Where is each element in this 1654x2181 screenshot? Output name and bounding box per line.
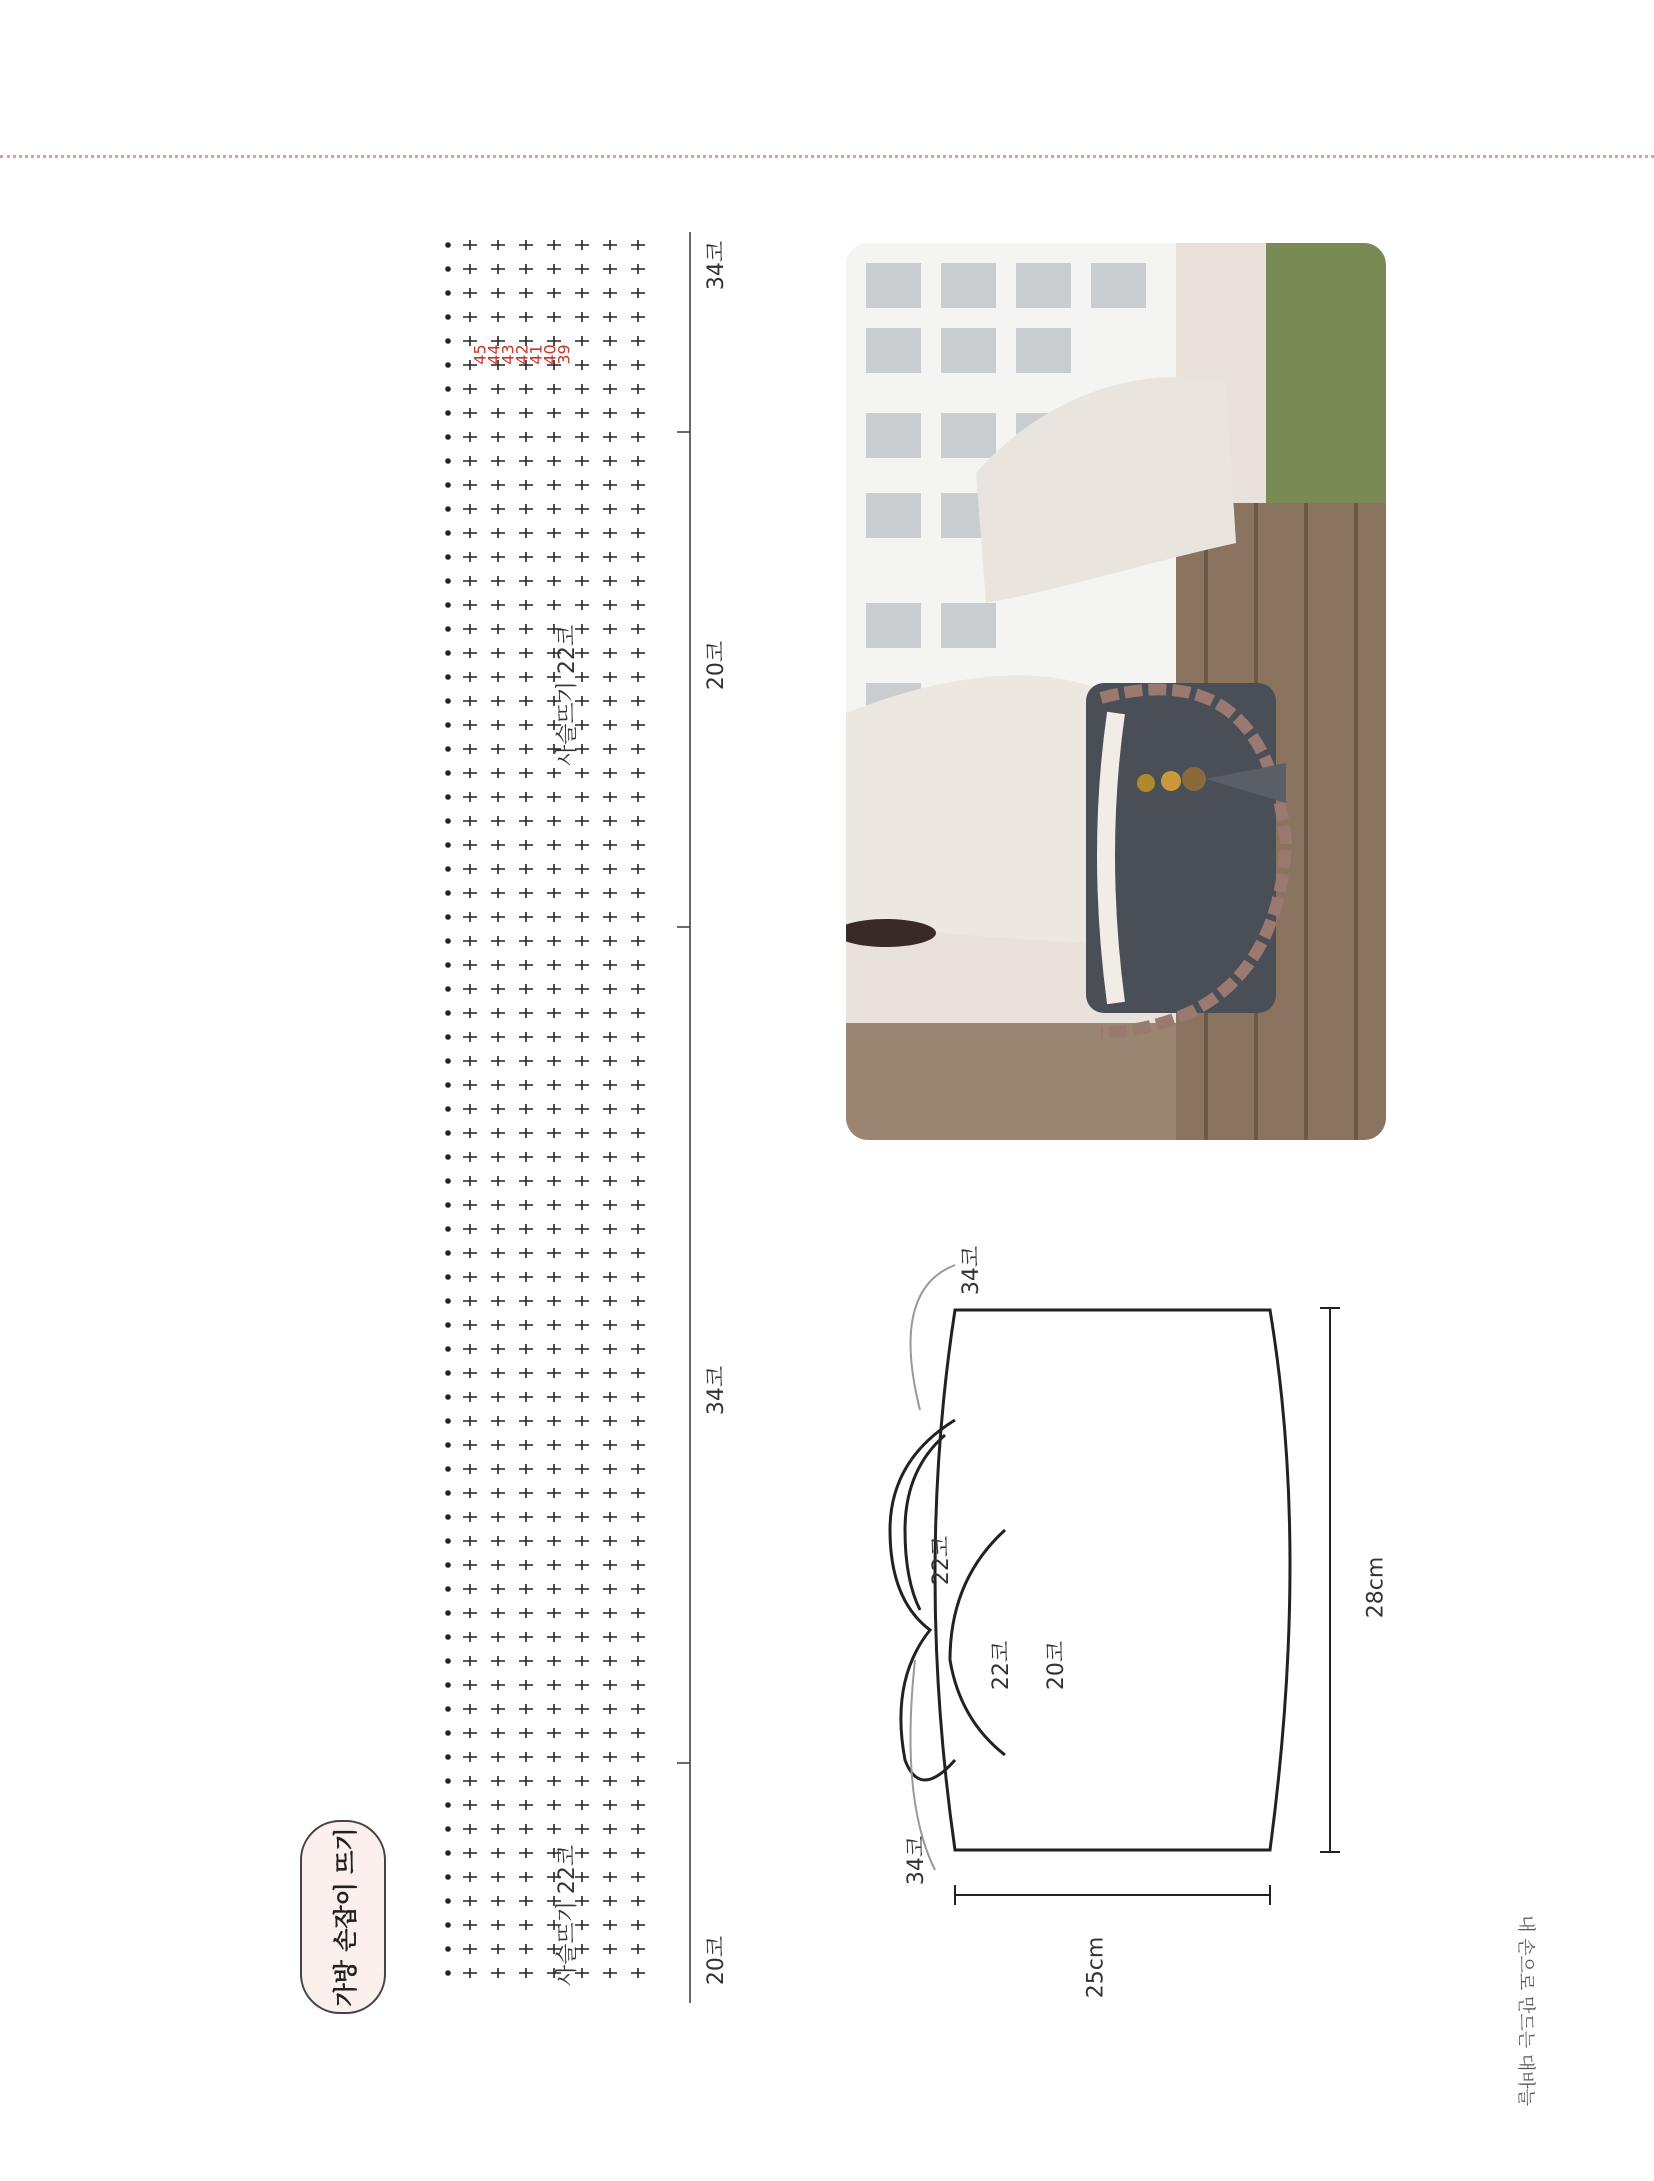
- arc-top: [911, 1265, 955, 1410]
- segment-label-4: 20코: [704, 1935, 730, 1986]
- row-number: 41: [526, 344, 546, 365]
- row-number: 42: [512, 344, 532, 365]
- row-number: 44: [484, 344, 504, 365]
- row-number: 45: [470, 344, 490, 365]
- schematic-opening: 20코: [1044, 1640, 1070, 1691]
- schematic-height: 28cm: [1363, 1556, 1389, 1619]
- bag-outline: [935, 1310, 1290, 1850]
- segment-label-2: 20코: [704, 640, 730, 691]
- segment-label-1: 34코: [704, 240, 730, 291]
- row-number: 43: [498, 344, 518, 365]
- section-title: 가방 손잡이 뜨기: [331, 1827, 360, 2007]
- chain-label-1: 사슬뜨기 22코: [555, 624, 581, 767]
- chain-label-2: 사슬뜨기 22코: [555, 1844, 581, 1987]
- schematic-bottom-width: 34코: [904, 1835, 930, 1886]
- schematic-top-width: 34코: [959, 1245, 985, 1296]
- schematic-handle-inner: 22코: [989, 1640, 1015, 1691]
- segment-label-3: 34코: [704, 1365, 730, 1416]
- footer-text: 내 손으로 만드는 대바늘: [1515, 1915, 1536, 2107]
- row-number: 39: [554, 344, 574, 365]
- schematic-handle-outer: 22코: [929, 1535, 955, 1586]
- row-number: 40: [540, 344, 560, 365]
- handle-outer: [890, 1420, 955, 1780]
- schematic-width: 25cm: [1083, 1936, 1109, 1999]
